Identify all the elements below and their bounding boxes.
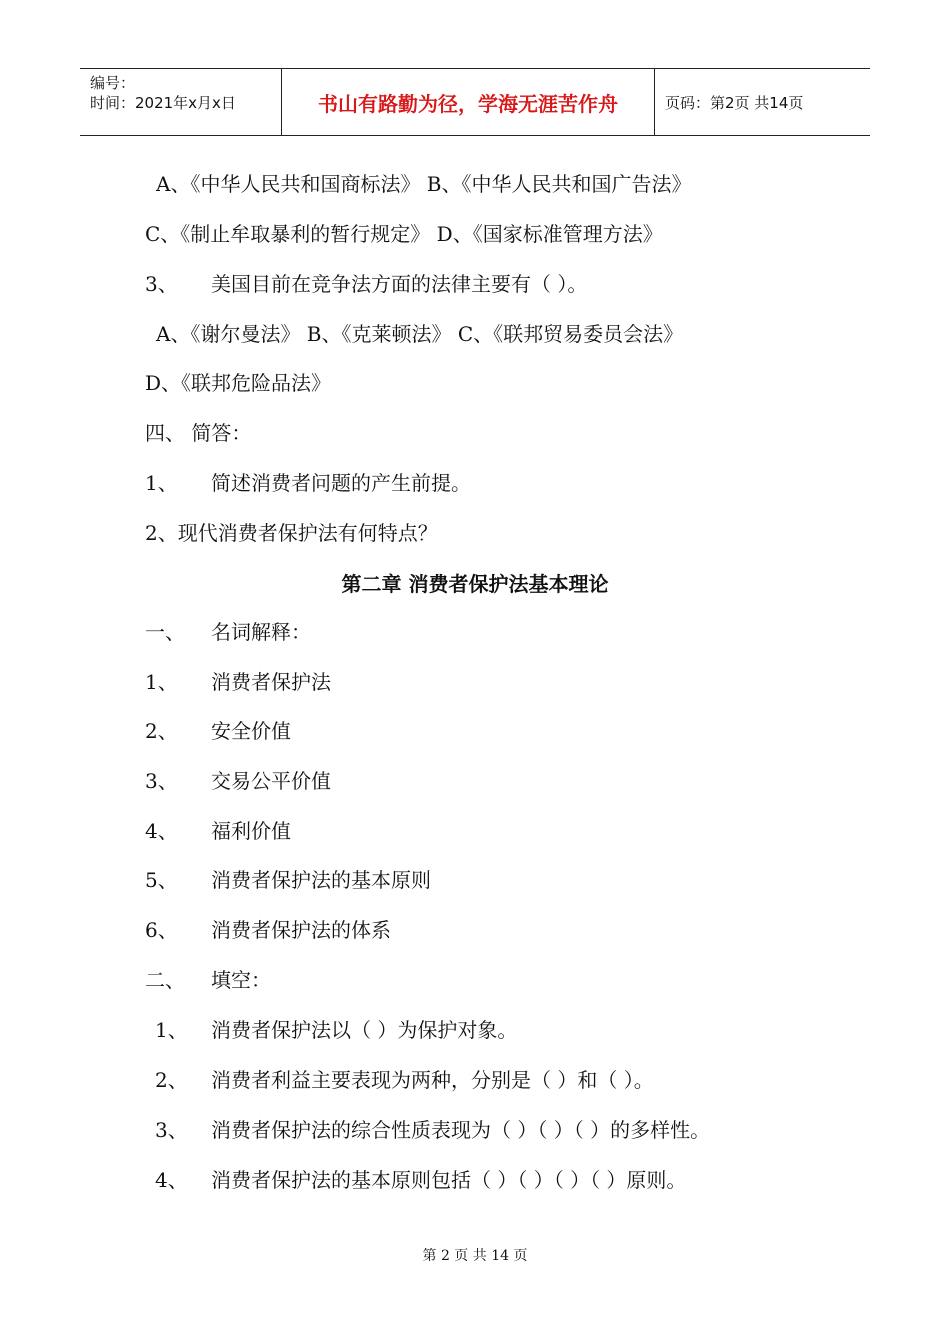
list-item xyxy=(145,369,331,397)
list-item xyxy=(155,1016,517,1044)
header-left-cell xyxy=(80,69,282,135)
line-text: 消费者保护法的基本原则 xyxy=(211,868,431,892)
list-item xyxy=(145,519,438,547)
line-text: 消费者保护法的基本原则包括（ ）（ ）（ ）（ ）原则。 xyxy=(211,1168,687,1192)
section-heading xyxy=(145,618,311,646)
line-number: 1、 xyxy=(145,670,178,694)
list-item xyxy=(145,916,391,944)
page-header xyxy=(80,68,870,136)
list-item xyxy=(145,717,291,745)
list-item xyxy=(145,220,663,248)
code-label: 编号： xyxy=(90,74,136,92)
page-footer: 第 2 页 共 14 页 xyxy=(422,1248,528,1264)
chapter-title: 第二章 消费者保护法基本理论 xyxy=(341,572,609,596)
list-item xyxy=(145,817,291,845)
line-number: 1、 xyxy=(145,471,178,495)
line-text: 消费者保护法的综合性质表现为（ ）（ ）（ ）的多样性。 xyxy=(211,1118,711,1142)
line-text: 福利价值 xyxy=(211,819,291,843)
section-heading xyxy=(145,966,271,994)
line-text: C、《制止牟取暴利的暂行规定》 D、《国家标准管理方法》 xyxy=(145,222,663,246)
line-number: 5、 xyxy=(145,868,178,892)
line-number: 2、 xyxy=(155,1068,188,1092)
list-item xyxy=(156,170,692,198)
line-number: 6、 xyxy=(145,918,178,942)
line-text: 名词解释： xyxy=(211,620,311,644)
list-item xyxy=(145,469,471,497)
list-item xyxy=(155,1166,686,1194)
list-item xyxy=(145,668,331,696)
line-number: 二、 xyxy=(145,968,185,992)
line-text: 四、 简答： xyxy=(145,421,252,445)
line-number: 4、 xyxy=(145,819,178,843)
line-number: 一、 xyxy=(145,620,185,644)
list-item xyxy=(155,1066,654,1094)
list-item xyxy=(145,866,431,894)
line-text: 消费者保护法以（ ）为保护对象。 xyxy=(211,1018,518,1042)
header-motto: 书山有路勤为径，学海无涯苦作舟 xyxy=(282,69,655,135)
line-text: A、《谢尔曼法》 B、《克莱顿法》 C、《联邦贸易委员会法》 xyxy=(156,322,684,346)
list-item xyxy=(145,767,331,795)
line-text: A、《中华人民共和国商标法》 B、《中华人民共和国广告法》 xyxy=(156,172,692,196)
line-number: 3、 xyxy=(155,1118,188,1142)
line-number: 2、 xyxy=(145,719,178,743)
line-text: 简述消费者问题的产生前提。 xyxy=(211,471,471,495)
time-label: 时间：2021年x月x日 xyxy=(90,94,236,112)
line-text: 消费者保护法 xyxy=(211,670,331,694)
list-item xyxy=(145,270,587,298)
line-number: 1、 xyxy=(155,1018,188,1042)
line-text: 填空： xyxy=(211,968,271,992)
line-text: 消费者保护法的体系 xyxy=(211,918,391,942)
line-number: 4、 xyxy=(155,1168,188,1192)
line-text: D、《联邦危险品法》 xyxy=(145,371,332,395)
header-page-label: 页码：第2页 共14页 xyxy=(665,93,804,112)
line-number: 3、 xyxy=(145,272,178,296)
line-text: 2、现代消费者保护法有何特点？ xyxy=(145,521,438,545)
line-text: 消费者利益主要表现为两种，分别是（ ）和（ ）。 xyxy=(211,1068,654,1092)
line-text: 交易公平价值 xyxy=(211,769,331,793)
list-item xyxy=(155,1116,710,1144)
section-heading xyxy=(145,419,251,447)
list-item xyxy=(156,320,683,348)
line-text: 安全价值 xyxy=(211,719,291,743)
line-number: 3、 xyxy=(145,769,178,793)
line-text: 美国目前在竞争法方面的法律主要有（ ）。 xyxy=(211,272,588,296)
